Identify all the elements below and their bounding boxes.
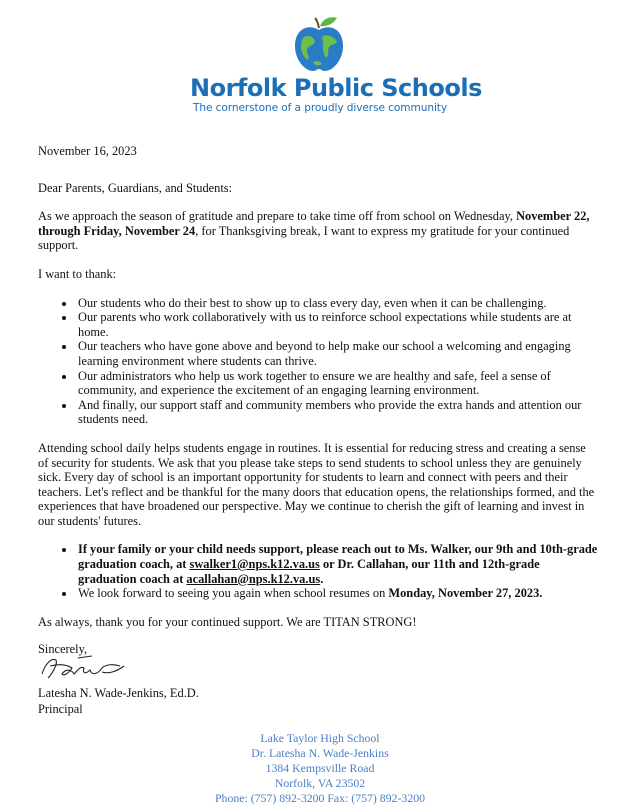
footer-street: 1384 Kempsville Road [265, 761, 375, 775]
support-text-3: . [320, 571, 324, 586]
apple-globe-icon [293, 14, 345, 72]
support-text-1: If your family or your child needs support, please reach out to Ms. Walker, our 9th and 10th-grade graduation coach, at [78, 542, 598, 572]
list-item: • And finally, our support staff and community members who provide the extra hands and attention our students need. [76, 398, 598, 427]
sign-off: Sincerely, [38, 642, 88, 656]
org-tagline: The cornerstone of a proudly diverse community [192, 102, 448, 114]
org-name: Norfolk Public Schools [190, 74, 482, 102]
footer-principal: Dr. Latesha N. Wade-Jenkins [251, 746, 389, 760]
intro-text-1: As we approach the season of gratitude and prepare to take time off from school on Wednesday, [38, 209, 517, 224]
list-item: • Our teachers who have gone above and beyond to help make our school a welcoming and engaging learning environment where students can thrive. [76, 339, 598, 368]
closing-line: As always, thank you for your continued support. We are TITAN STRONG! [38, 614, 417, 629]
support-text-2: or Dr. Callahan, our 11th and 12th-grade graduation coach at [78, 557, 540, 586]
handwritten-signature [38, 652, 133, 684]
callahan-email-link[interactable]: acallahan@nps.k12.va.us [186, 571, 321, 586]
salutation: Dear Parents, Guardians, and Students: [38, 180, 233, 195]
footer-contact: Phone: (757) 892-3200 Fax: (757) 892-3200 [214, 791, 426, 805]
list-item: • Our parents who work collaboratively with us to reinforce school expectations while students are at home. [76, 310, 598, 339]
support-item [76, 542, 598, 586]
letter-body [38, 144, 598, 643]
letter-date: November 16, 2023 [38, 144, 137, 158]
thanks-list [38, 296, 598, 427]
resume-date: Monday, November 27, 2023. [388, 586, 543, 601]
resume-text: We look forward to seeing you again when school resumes on [78, 586, 389, 601]
footer-city: Norfolk, VA 23502 [274, 776, 366, 790]
list-item: • Our administrators who help us work together to ensure we are healthy and safe, feel a sense of community, and experience the excitement of an engaging learning environment. [76, 369, 598, 398]
resume-item [76, 586, 598, 601]
attendance-paragraph: Attending school daily helps students engage in routines. It is essential for reducing stress and creating a sense of security for students. We ask that you please take steps to send students to school unless they are genuinely sick. Every day of school is an important opportunity for students to learn and connect with peers and their teachers. Let's reflect and be thankful for the many doors that education opens, the relationships formed, and the experiences that have broadened our perspective. May we continue to cherish the gift of learning and invest in our students' futures. [38, 440, 595, 528]
signer-title: Principal [38, 702, 83, 716]
list-item: • Our students who do their best to show up to class every day, even when it can be challenging. [76, 296, 598, 311]
walker-email-link[interactable]: swalker1@nps.k12.va.us [189, 557, 320, 572]
support-list [38, 542, 598, 600]
header-logo [190, 14, 482, 114]
thanks-heading: I want to thank: [38, 266, 117, 281]
intro-paragraph [38, 209, 598, 253]
signer-name: Latesha N. Wade-Jenkins, Ed.D. [38, 686, 199, 700]
footer-address [190, 731, 450, 806]
break-dates: November 22, through Friday, November 24 [38, 209, 590, 238]
intro-text-2: , for Thanksgiving break, I want to express my gratitude for your continued support. [38, 223, 570, 253]
footer-school: Lake Taylor High School [260, 731, 380, 745]
